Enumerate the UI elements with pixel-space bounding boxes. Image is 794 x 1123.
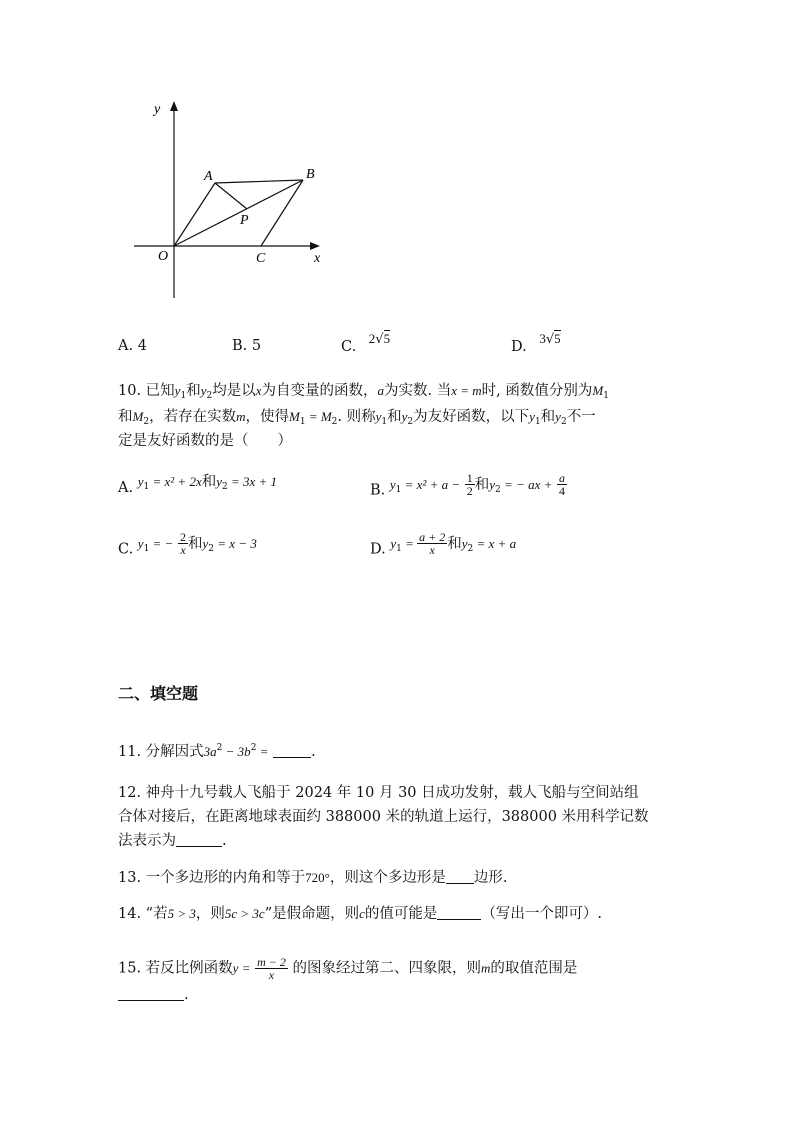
q15-line-2 xyxy=(118,985,189,1005)
opt-d-y2-expr: x + a xyxy=(488,535,517,551)
q10-y1: y xyxy=(375,409,382,424)
q10-m1: M xyxy=(592,383,604,398)
q9-option-c-label: C. xyxy=(341,339,357,355)
q15-frac: $\frac{m - 2}{x}$ xyxy=(257,955,286,982)
label-x: x xyxy=(314,251,321,266)
opt-c-frac: $\frac{2}{x}$ xyxy=(179,530,186,557)
q14-concl: 5c > 3c xyxy=(224,906,265,921)
opt-b-y1-expr: x² + a − xyxy=(416,476,461,492)
q10-text: 和 xyxy=(387,409,402,425)
opt-c-minus: − xyxy=(164,535,174,551)
opt-c-eq: = xyxy=(149,535,165,551)
opt-d-and: 和 xyxy=(447,535,462,552)
q13 xyxy=(118,868,507,888)
segment-oa xyxy=(174,183,215,246)
q11-sup: 2 xyxy=(216,743,223,753)
opt-d-sub: 1 xyxy=(396,543,402,554)
q10-x: x xyxy=(255,383,262,398)
opt-b-sub: 1 xyxy=(395,484,402,495)
label-p: P xyxy=(240,213,249,228)
q10-sub: 2 xyxy=(206,391,213,401)
segment-ab xyxy=(215,180,303,183)
q9-option-b: B. 5 xyxy=(232,338,262,354)
parallelogram-figure xyxy=(120,95,340,305)
label-b: B xyxy=(306,167,315,182)
q15-m: m xyxy=(480,960,491,976)
q13-text: 13. 一个多边形的内角和等于 xyxy=(118,870,306,886)
q11-expr-b: − 3b xyxy=(222,744,251,759)
opt-a-and: 和 xyxy=(201,474,217,490)
q10-option-d xyxy=(370,530,517,565)
q12-end: . xyxy=(222,833,227,849)
q11-answer-blank[interactable] xyxy=(273,743,311,758)
q10-text: 不一 xyxy=(566,409,596,425)
q10-sub: 1 xyxy=(534,417,541,427)
q10-sub: 1 xyxy=(381,417,388,427)
q10-sub: 1 xyxy=(299,417,306,427)
q11 xyxy=(118,738,316,762)
q10-line-1 xyxy=(118,381,609,406)
q15-y: y = xyxy=(232,960,251,976)
q15-text: 的取值范围是 xyxy=(490,960,578,977)
q10-y2: y xyxy=(555,409,561,424)
opt-b-and: 和 xyxy=(474,476,490,493)
q11-expr-a: 3a xyxy=(203,744,217,759)
label-y: y xyxy=(154,102,161,117)
q15-answer-blank[interactable] xyxy=(118,986,184,1001)
q9-option-d-radicand: 5 xyxy=(554,331,561,346)
q10-option-c xyxy=(118,530,257,565)
q10-a: a xyxy=(377,383,384,398)
q10-option-a-label: A. xyxy=(118,480,134,496)
q10-sub: 2 xyxy=(331,417,338,427)
q9-option-d xyxy=(511,331,561,358)
q10-text: 和 xyxy=(540,409,556,425)
q10-sub: 2 xyxy=(560,417,567,427)
q9-option-c-radicand: 5 xyxy=(383,331,391,346)
opt-c-y2-expr: x − 3 xyxy=(229,535,257,551)
opt-b-y1: y xyxy=(389,476,396,492)
q13-answer-blank[interactable] xyxy=(446,869,474,884)
opt-a-y2: y xyxy=(216,474,222,489)
opt-a-sub: 2 xyxy=(222,482,228,492)
q10-option-b-label: B. xyxy=(370,482,386,499)
q14-answer-blank[interactable] xyxy=(437,905,481,920)
q10-text: 已知 xyxy=(145,383,175,399)
q10-eq-m1: M xyxy=(288,409,300,424)
q14-text: 14. “若 xyxy=(118,906,168,922)
q14-cond: 5 > 3 xyxy=(167,906,196,921)
q10-text: 和 xyxy=(186,383,201,399)
q14-text: 的值可能是 xyxy=(364,906,438,922)
q13-text: 边形. xyxy=(473,870,508,886)
x-axis-arrow xyxy=(310,242,320,250)
q10-text: 为实数. 当 xyxy=(383,383,452,399)
opt-d-sub: 2 xyxy=(467,543,474,554)
opt-a-sub: 1 xyxy=(143,482,150,492)
q14 xyxy=(118,904,602,924)
q10-sub: 1 xyxy=(603,391,609,401)
opt-b-frac-half: $\frac{1}{2}$ xyxy=(466,471,473,498)
opt-b-eq: = xyxy=(401,476,417,492)
opt-c-y1: y xyxy=(137,535,144,551)
label-a: A xyxy=(204,169,213,184)
q15-text: 的图象经过第二、四象限，则 xyxy=(292,960,481,977)
opt-d-y1: y xyxy=(390,535,397,551)
q11-text: 11. 分解因式 xyxy=(118,744,204,760)
q14-text: ”是假命题，则 xyxy=(264,906,360,922)
opt-a-y1-expr: x² + 2x xyxy=(164,474,202,489)
q11-end: . xyxy=(311,744,316,760)
opt-d-y2: y xyxy=(461,535,468,551)
q10-line-2 xyxy=(118,407,596,432)
q11-expr-c: = xyxy=(256,744,269,759)
label-c: C xyxy=(256,251,266,266)
segment-bc xyxy=(261,180,303,246)
opt-c-and: 和 xyxy=(187,535,203,552)
q12-answer-blank[interactable] xyxy=(176,832,222,847)
q10-text: . 则称 xyxy=(337,409,376,425)
q10-sub: 2 xyxy=(407,417,414,427)
q10-sub: 1 xyxy=(180,391,187,401)
opt-d-eq: = xyxy=(401,535,418,551)
q10-y1: y xyxy=(529,409,535,424)
q10-text: ，若存在实数 xyxy=(149,409,237,425)
q11-sup: 2 xyxy=(250,743,257,753)
q10-m: m xyxy=(236,409,246,424)
opt-d-frac: $\frac{a + 2}{x}$ xyxy=(419,530,446,557)
radical-sign-icon: √ xyxy=(545,332,555,347)
q9-option-a: A. 4 xyxy=(118,338,147,354)
q9-option-c-coef: 2 xyxy=(368,331,376,346)
q10-m2: M xyxy=(132,409,144,424)
opt-a-eq: = xyxy=(227,474,244,489)
q10-y2: y xyxy=(200,383,207,398)
opt-b-y2: y xyxy=(489,476,496,492)
q10-text: ，使得 xyxy=(245,409,289,425)
opt-a-y2-expr: 3x + 1 xyxy=(243,474,278,489)
q13-angle: 720° xyxy=(305,870,330,885)
opt-b-sub: 2 xyxy=(495,484,501,495)
q14-text: ，则 xyxy=(195,906,225,922)
q10-text: 为自变量的函数， xyxy=(261,383,378,399)
opt-a-eq: = xyxy=(149,474,165,489)
q10-y2: y xyxy=(401,409,408,424)
q15-end: . xyxy=(184,987,189,1003)
q10-cond: x = m xyxy=(451,383,482,398)
label-o: O xyxy=(158,249,169,264)
segment-ap xyxy=(215,183,247,209)
q12-line-2: 合体对接后，在距离地球表面约 388000 米的轨道上运行，388000 米用科学记数 xyxy=(118,809,649,825)
q10-text: 为友好函数，以下 xyxy=(413,409,530,425)
q10-option-b xyxy=(370,471,567,506)
q10-eq-m2: M xyxy=(320,409,332,424)
segment-ob xyxy=(174,180,303,246)
q9-option-d-label: D. xyxy=(511,339,527,355)
opt-d-eq: = xyxy=(473,535,489,551)
q9-option-c xyxy=(341,331,391,358)
y-axis-arrow xyxy=(170,101,178,111)
q15-line-1 xyxy=(118,956,577,981)
q12-line-3 xyxy=(118,831,227,851)
opt-c-sub: 2 xyxy=(208,543,214,554)
q10-number: 10. xyxy=(118,383,142,399)
opt-c-eq: = xyxy=(214,535,230,551)
q12-line-1: 12. 神舟十九号载人飞船于 2024 年 10 月 30 日成功发射，载人飞船与空间站组 xyxy=(118,785,639,801)
opt-c-sub: 1 xyxy=(143,543,150,554)
q12-text: 法表示为 xyxy=(118,833,176,849)
q10-sub: 2 xyxy=(143,417,150,427)
q10-line-3: 定是友好函数的是（ ） xyxy=(118,433,292,449)
q14-text: （写出一个即可）. xyxy=(481,906,602,922)
q10-eq-sign: = xyxy=(305,409,321,424)
radical-sign-icon: √ xyxy=(375,332,384,347)
q13-text: ，则这个多边形是 xyxy=(329,870,446,886)
opt-b-y2-expr: − ax + xyxy=(516,476,553,492)
q10-text: 时, 函数值分别为 xyxy=(481,383,593,399)
q9-option-d-coef: 3 xyxy=(539,331,546,346)
section-heading: 二、填空题 xyxy=(118,684,199,703)
q10-y1: y xyxy=(174,383,181,398)
opt-c-y2: y xyxy=(202,535,209,551)
q10-option-a xyxy=(118,474,278,503)
q10-option-d-label: D. xyxy=(370,541,386,558)
opt-a-y1: y xyxy=(137,474,144,489)
opt-b-eq: = xyxy=(500,476,517,492)
q15-text: 15. 若反比例函数 xyxy=(118,960,233,977)
q10-text: 均是以 xyxy=(212,383,256,399)
q10-text: 和 xyxy=(118,409,133,425)
q14-c: c xyxy=(359,906,365,921)
opt-b-frac-a4: $\frac{a}{4}$ xyxy=(558,471,565,498)
q10-option-c-label: C. xyxy=(118,541,134,558)
